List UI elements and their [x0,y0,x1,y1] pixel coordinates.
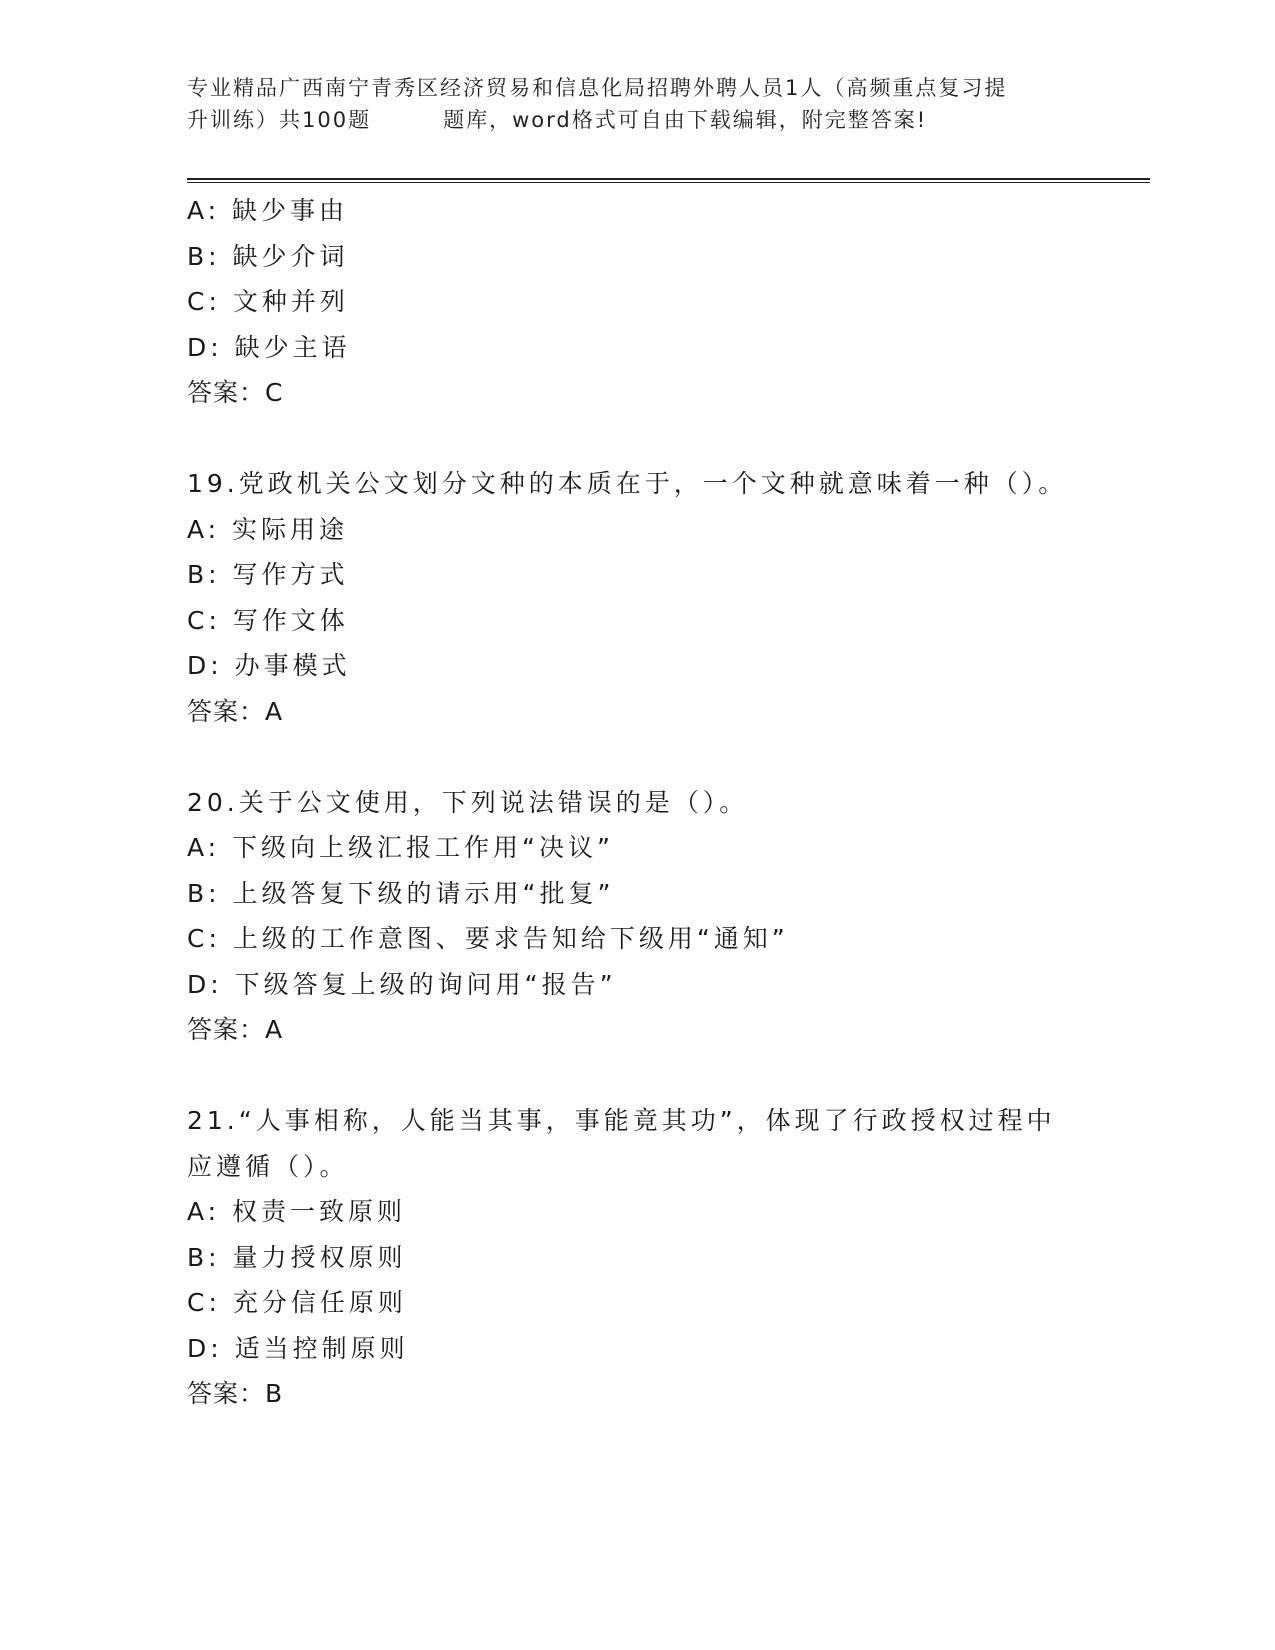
question-stem-line-1: 21.“人事相称，人能当其事，事能竟其功”，体现了行政授权过程中 [187,1106,1056,1135]
question-list [187,188,1107,1417]
question-stem: 19.党政机关公文划分文种的本质在于，一个文种就意味着一种（）。 [187,469,1068,498]
option-c: C: 写作文体 [187,605,349,635]
option-c: C: 文种并列 [187,287,349,316]
header-line-1: 专业精品广西南宁青秀区经济贸易和信息化局招聘外聘人员1人（高频重点复习提 [187,76,1008,100]
header-rule-thick [187,178,1150,180]
question-spacer [187,416,1107,462]
option-d: D: 适当控制原则 [187,1333,409,1363]
option-b: B: 缺少介词 [187,241,349,271]
question-block-19 [187,461,1107,734]
option-d: D: 下级答复上级的询问用“报告” [187,969,617,999]
question-stem-line-2: 应遵循（）。 [187,1151,349,1181]
question-stem: 20.关于公文使用，下列说法错误的是（）。 [187,787,749,817]
answer-line: 答案：A [187,1015,284,1044]
header-rule-thin [187,182,1150,183]
answer-line: 答案：A [187,696,284,726]
option-a: A: 权责一致原则 [187,1197,407,1226]
question-block-prev [187,188,1107,416]
option-b: B: 写作方式 [187,560,349,589]
answer-line: 答案：C [187,378,284,407]
document-header [187,72,1087,136]
option-a: A: 下级向上级汇报工作用“决议” [187,833,614,862]
option-a: A: 缺少事由 [187,196,349,225]
option-b: B: 量力授权原则 [187,1242,407,1272]
option-b: B: 上级答复下级的请示用“批复” [187,878,615,908]
header-line-2-part-b: 题库，word格式可自由下载编辑，附完整答案! [443,108,928,132]
header-line-2-part-a: 升训练）共100题 [187,108,372,132]
header-line-2 [187,104,1087,136]
option-c: C: 充分信任原则 [187,1288,407,1317]
question-spacer [187,734,1107,780]
option-a: A: 实际用途 [187,514,349,544]
question-block-20 [187,780,1107,1053]
option-d: D: 办事模式 [187,651,351,680]
option-d: D: 缺少主语 [187,332,351,362]
answer-line: 答案：B [187,1379,284,1408]
question-block-21 [187,1098,1107,1417]
question-spacer [187,1053,1107,1099]
option-c: C: 上级的工作意图、要求告知给下级用“通知” [187,924,789,953]
